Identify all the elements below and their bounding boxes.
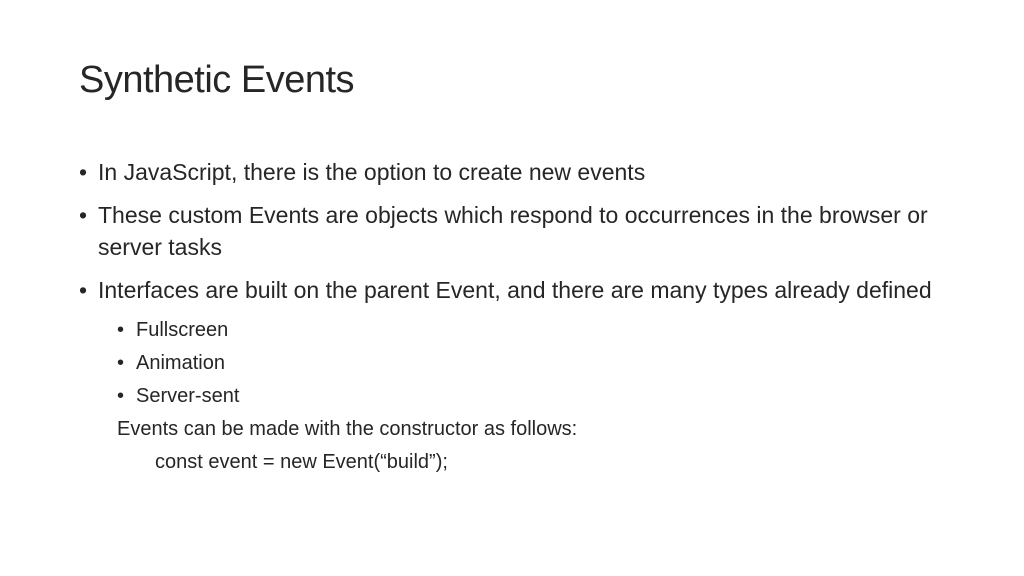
bullet-marker: • bbox=[79, 202, 88, 228]
sub-bullet-text: Animation bbox=[136, 352, 225, 374]
sub-bullet-marker: • bbox=[117, 319, 125, 341]
slide-title: Synthetic Events bbox=[79, 59, 355, 101]
code-example: const event = new Event(“build”); bbox=[155, 451, 448, 473]
bullet-text: These custom Events are objects which respond to occurrences in the browser or server tasks bbox=[98, 202, 928, 260]
bullet-item bbox=[79, 274, 939, 306]
slide-body bbox=[79, 156, 939, 475]
constructor-note: Events can be made with the constructor as follows: bbox=[117, 418, 578, 440]
sub-bullet-text: Server-sent bbox=[136, 385, 240, 407]
sub-bullet-marker: • bbox=[117, 385, 125, 407]
sub-bullet-item bbox=[79, 350, 939, 376]
bullet-marker: • bbox=[79, 159, 88, 185]
bullet-marker: • bbox=[79, 277, 88, 303]
bullet-item bbox=[79, 199, 939, 263]
bullet-text: Interfaces are built on the parent Event, and there are many types already defined bbox=[98, 277, 932, 303]
bullet-text: In JavaScript, there is the option to create new events bbox=[98, 159, 646, 185]
sub-bullet-text: Fullscreen bbox=[136, 319, 229, 341]
bullet-item bbox=[79, 156, 939, 188]
sub-bullet-marker: • bbox=[117, 352, 125, 374]
sub-bullet-item bbox=[79, 383, 939, 409]
sub-bullet-item bbox=[79, 317, 939, 343]
